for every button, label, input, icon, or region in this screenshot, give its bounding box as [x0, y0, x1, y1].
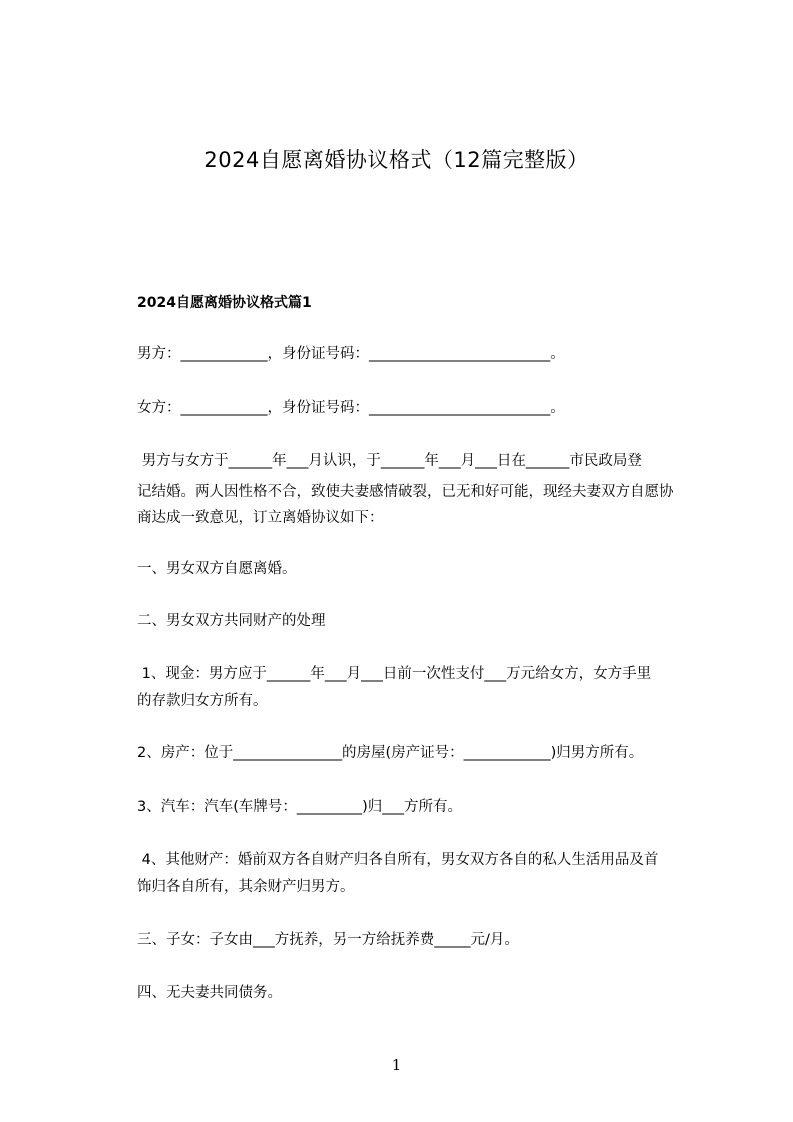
- intro-paragraph-line-2: 记结婚。两人因性格不合，致使夫妻感情破裂，已无和好可能，现经夫妻双方自愿协: [137, 484, 674, 500]
- clause-3: 三、子女：子女由___方抚养，另一方给抚养费_____元/月。: [137, 932, 519, 948]
- page-number: 1: [391, 1056, 402, 1074]
- clause-2-heading: 二、男女双方共同财产的处理: [137, 613, 326, 629]
- clause-2-1-line-1: 1、现金：男方应于______年___月___日前一次性支付___万元给女方，女方手里: [137, 666, 652, 682]
- clause-1: 一、男女双方自愿离婚。: [137, 561, 297, 577]
- intro-paragraph-line-3: 商达成一致意见，订立离婚协议如下：: [137, 510, 384, 526]
- male-party-line: 男方：____________，身份证号码：_________________________。: [137, 346, 565, 362]
- clause-2-4-line-2: 饰归各自所有，其余财产归男方。: [137, 879, 355, 895]
- clause-2-3: 3、汽车：汽车(车牌号：_________)归___方所有。: [137, 799, 463, 815]
- clause-2-1-line-2: 的存款归女方所有。: [137, 693, 268, 709]
- intro-paragraph-line-1: 男方与女方于______年___月认识，于______年___月___日在______市民政局登: [137, 453, 642, 469]
- clause-2-4-line-1: 4、其他财产：婚前双方各自财产归各自所有，男女双方各自的私人生活用品及首: [137, 852, 659, 868]
- clause-4: 四、无夫妻共同债务。: [137, 985, 282, 1001]
- document-title: 2024自愿离婚协议格式（12篇完整版）: [204, 148, 589, 172]
- clause-2-2: 2、房产：位于_______________的房屋(房产证号：____________)归男方所有。: [137, 745, 644, 761]
- section-heading: 2024自愿离婚协议格式篇1: [137, 295, 312, 311]
- female-party-line: 女方：____________，身份证号码：_________________________。: [137, 400, 565, 416]
